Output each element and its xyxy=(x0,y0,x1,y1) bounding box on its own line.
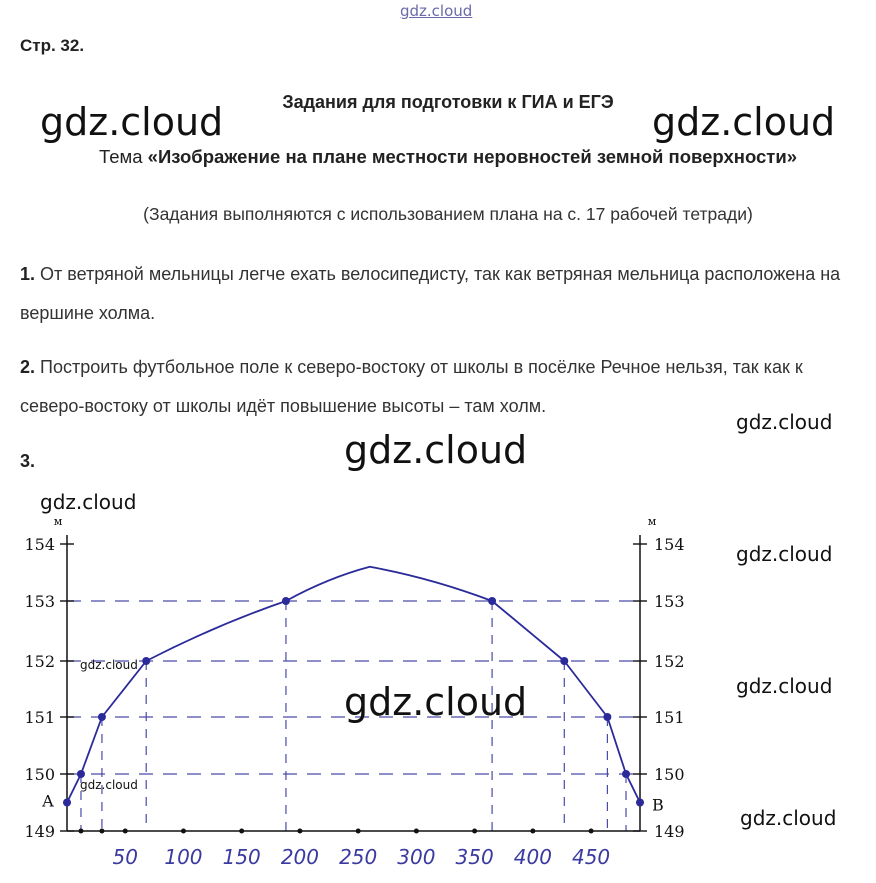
y-tick-label-left: 152 xyxy=(24,652,55,671)
profile-point xyxy=(282,597,290,605)
watermark: gdz.cloud xyxy=(344,428,528,472)
profile-point xyxy=(560,657,568,665)
x-tick-dot xyxy=(414,829,419,834)
y-tick-label-right: 153 xyxy=(654,592,685,611)
x-tick-dot xyxy=(589,829,594,834)
watermark: gdz.cloud xyxy=(80,778,138,792)
section-title: Задания для подготовки к ГИА и ЕГЭ xyxy=(282,92,614,112)
answer-number: 2. xyxy=(20,357,36,377)
answer-text: От ветряной мельницы легче ехать велосипедисту, так как ветряная мельница расположена на вершине холма. xyxy=(20,264,841,323)
x-tick-label: 400 xyxy=(513,845,552,869)
topic-prefix: Тема xyxy=(98,146,148,167)
x-tick-dot xyxy=(99,829,104,834)
top-watermark: gdz.cloud xyxy=(400,2,473,20)
end-label: В xyxy=(652,795,664,815)
x-tick-label: 300 xyxy=(397,845,436,869)
y-unit-right: м xyxy=(647,515,657,528)
x-tick-dot xyxy=(297,829,302,834)
y-tick-label-left: 150 xyxy=(24,765,55,784)
profile-point xyxy=(488,597,496,605)
answer-number: 1. xyxy=(20,264,36,284)
start-label: А xyxy=(41,791,54,811)
watermark: gdz.cloud xyxy=(344,680,528,724)
profile-point xyxy=(98,713,106,721)
profile-point xyxy=(142,657,150,665)
answer-text: Построить футбольное поле к северо-востоку от школы в посёлке Речное нельзя, так как к северо-востоку от школы идёт повышение высоты – там холм. xyxy=(20,357,803,416)
instructions-note: (Задания выполняются с использованием плана на с. 17 рабочей тетради) xyxy=(143,204,753,224)
x-tick-label: 50 xyxy=(112,845,138,869)
x-tick-label: 200 xyxy=(280,845,320,869)
x-tick-label: 350 xyxy=(455,845,494,869)
y-tick-label-left: 154 xyxy=(24,535,55,554)
x-tick-dot xyxy=(530,829,535,834)
y-tick-label-right: 149 xyxy=(654,822,685,841)
profile-point xyxy=(603,713,611,721)
watermark: gdz.cloud xyxy=(80,658,138,672)
answer-number: 3. xyxy=(20,451,36,471)
y-tick-label-left: 149 xyxy=(24,822,55,841)
profile-point xyxy=(63,799,71,807)
profile-point xyxy=(77,770,85,778)
y-tick-label-right: 152 xyxy=(654,652,685,671)
watermark: gdz.cloud xyxy=(736,674,833,698)
y-tick-label-right: 150 xyxy=(654,765,685,784)
x-tick-dot xyxy=(181,829,186,834)
x-tick-label: 150 xyxy=(222,845,261,869)
watermark: gdz.cloud xyxy=(740,806,837,830)
page-label: Стр. 32. xyxy=(20,36,85,55)
x-tick-dot xyxy=(472,829,477,834)
y-tick-label-right: 151 xyxy=(654,708,685,727)
profile-point xyxy=(622,770,630,778)
watermark: gdz.cloud xyxy=(736,542,833,566)
x-tick-label: 250 xyxy=(339,845,378,869)
x-tick-dot xyxy=(78,829,83,834)
topic-title: «Изображение на плане местности неровностей земной поверхности» xyxy=(147,146,798,167)
watermark: gdz.cloud xyxy=(40,100,224,144)
watermark: gdz.cloud xyxy=(652,100,836,144)
x-tick-dot xyxy=(123,829,128,834)
watermark: gdz.cloud xyxy=(736,410,833,434)
y-tick-label-left: 153 xyxy=(24,592,55,611)
profile-point xyxy=(636,799,644,807)
x-tick-dot xyxy=(356,829,361,834)
y-unit-left: м xyxy=(53,515,63,528)
x-tick-label: 100 xyxy=(164,845,203,869)
x-tick-label: 450 xyxy=(571,845,611,869)
x-tick-dot xyxy=(239,829,244,834)
y-tick-label-left: 151 xyxy=(24,708,55,727)
y-tick-label-right: 154 xyxy=(654,535,685,554)
watermark: gdz.cloud xyxy=(40,490,137,514)
